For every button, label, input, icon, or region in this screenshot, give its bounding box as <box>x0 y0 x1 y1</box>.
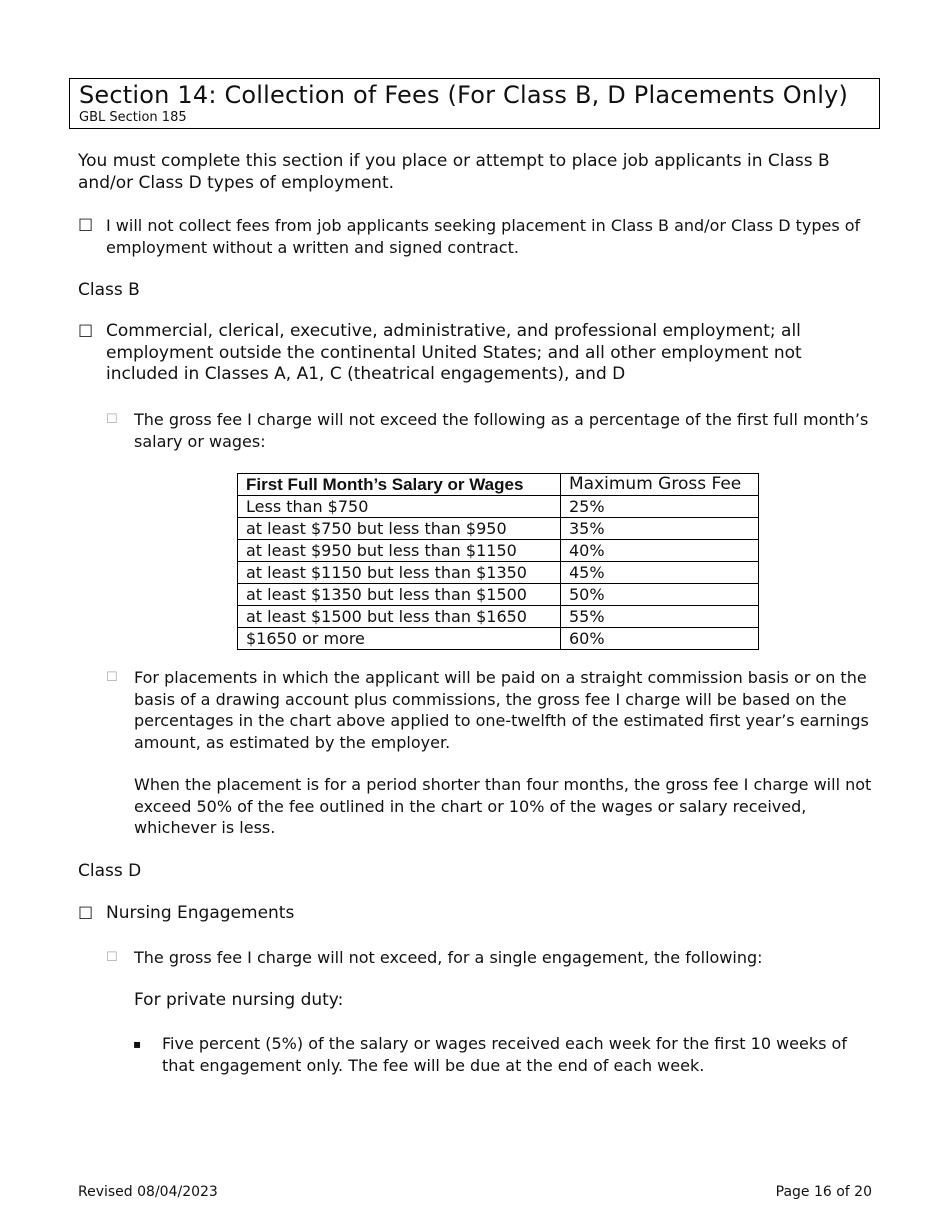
section-header <box>69 78 880 129</box>
section-subtitle: GBL Section 185 <box>79 110 187 125</box>
fee-table-header-row <box>238 474 759 496</box>
table-cell-salary: at least $1350 but less than $1500 <box>238 584 561 606</box>
section-title: Section 14: Collection of Fees (For Class B, D Placements Only) <box>79 81 849 109</box>
bullet-icon: ▪ <box>133 1037 142 1051</box>
table-cell-fee: 25% <box>561 496 759 518</box>
class-d-heading: Class D <box>78 861 142 881</box>
statement-checkbox[interactable]: ☐ <box>78 216 94 236</box>
revised-date: Revised 08/04/2023 <box>78 1184 218 1200</box>
table-cell-fee: 60% <box>561 628 759 650</box>
table-row <box>238 518 759 540</box>
table-cell-fee: 50% <box>561 584 759 606</box>
commission-text: For placements in which the applicant will be paid on a straight commission basis or on the basis of a drawing account plus commissions, the gross fee I charge will be based on the percentages in the chart above applied to one-twelfth of the estimated first year’s earnings amount, as estimated by the employer. <box>134 668 869 752</box>
fee-table-header-fee: Maximum Gross Fee <box>561 474 759 496</box>
table-row <box>238 606 759 628</box>
class-b-fee-checkbox[interactable]: ☐ <box>106 412 118 427</box>
class-b-description: Commercial, clerical, executive, administrative, and professional employment; all employment outside the continental United States; and all other employment not included in Classes A, A1, C (theatrical engagements), and D <box>106 321 802 384</box>
class-d-fee-intro: The gross fee I charge will not exceed, for a single engagement, the following: <box>134 948 763 967</box>
table-cell-salary: at least $750 but less than $950 <box>238 518 561 540</box>
table-cell-salary: at least $1500 but less than $1650 <box>238 606 561 628</box>
class-b-heading: Class B <box>78 280 140 300</box>
table-cell-salary: $1650 or more <box>238 628 561 650</box>
table-cell-fee: 45% <box>561 562 759 584</box>
table-cell-salary: Less than $750 <box>238 496 561 518</box>
short-period-text: When the placement is for a period shorter than four months, the gross fee I charge will not exceed 50% of the fee outlined in the chart or 10% of the wages or salary received, whichever is less. <box>134 775 872 837</box>
table-row <box>238 628 759 650</box>
class-b-fee-intro: The gross fee I charge will not exceed the following as a percentage of the first full month’s salary or wages: <box>134 410 869 451</box>
table-row <box>238 562 759 584</box>
table-cell-fee: 55% <box>561 606 759 628</box>
nursing-label: Nursing Engagements <box>106 903 295 923</box>
table-cell-fee: 40% <box>561 540 759 562</box>
private-duty-heading: For private nursing duty: <box>134 990 344 1010</box>
fee-table <box>237 473 759 650</box>
table-cell-salary: at least $950 but less than $1150 <box>238 540 561 562</box>
table-row <box>238 584 759 606</box>
table-cell-salary: at least $1150 but less than $1350 <box>238 562 561 584</box>
table-row <box>238 496 759 518</box>
class-d-fee-checkbox[interactable]: ☐ <box>106 950 118 965</box>
fee-table-header-salary: First Full Month’s Salary or Wages <box>238 474 561 496</box>
intro-text: You must complete this section if you place or attempt to place job applicants in Class B and/or Class D types of employment. <box>78 151 830 193</box>
bullet-text: Five percent (5%) of the salary or wages received each week for the first 10 weeks of that engagement only. The fee will be due at the end of each week. <box>162 1034 847 1075</box>
statement-text: I will not collect fees from job applicants seeking placement in Class B and/or Class D types of employment without a written and signed contract. <box>106 216 861 257</box>
table-cell-fee: 35% <box>561 518 759 540</box>
nursing-checkbox[interactable]: ☐ <box>78 904 94 924</box>
class-b-checkbox[interactable]: ☐ <box>78 322 94 342</box>
table-row <box>238 540 759 562</box>
commission-checkbox[interactable]: ☐ <box>106 670 118 685</box>
page-number: Page 16 of 20 <box>775 1184 872 1200</box>
